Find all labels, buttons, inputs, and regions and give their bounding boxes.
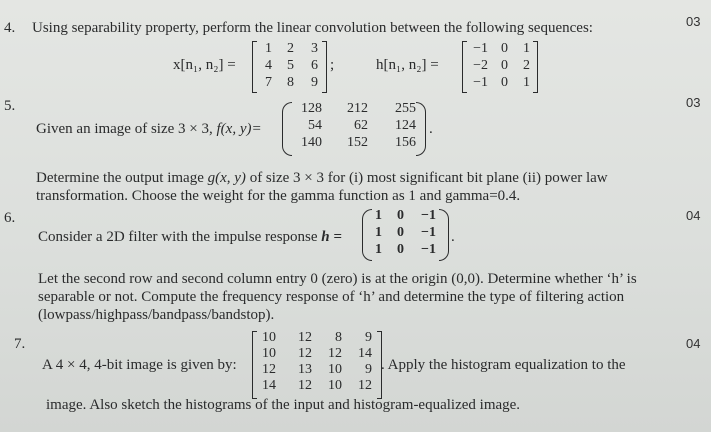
q5-number: 5.: [4, 98, 16, 114]
q5-f-cell: 128: [301, 101, 322, 116]
q4-x-cell: 5: [287, 58, 294, 73]
q4-h-label: h[n₁, n₂] =: [376, 57, 439, 73]
q7-cell: 12: [328, 346, 342, 361]
q6-h-cell: 0: [397, 225, 404, 240]
q6-h-cell: −1: [421, 242, 436, 257]
q7-intro: A 4 × 4, 4-bit image is given by:: [42, 357, 237, 373]
q7-cell: 12: [298, 330, 312, 345]
q6-intro: Consider a 2D filter with the impulse response: [38, 229, 322, 245]
q5-f-cell: 156: [395, 135, 416, 150]
q6-h-cell: 1: [375, 225, 382, 240]
q5-intro-line: [36, 121, 262, 138]
q5-line1-a: Determine the output image: [36, 170, 208, 186]
q4-x-cell: 4: [265, 58, 272, 73]
q4-h-cell: −1: [473, 75, 488, 90]
q5-f-label: f(x, y)=: [216, 121, 262, 137]
q5-line1-b: of size 3 × 3 for (i) most significant bit plane (ii) power law: [245, 170, 608, 186]
q5-f-matrix: [294, 101, 416, 151]
q4-x-label: x[n₁, n₂] =: [173, 57, 236, 73]
q5-f-cell: 212: [347, 101, 368, 116]
q5-f-cell: 255: [395, 101, 416, 116]
q7-cell: 9: [365, 362, 372, 377]
q4-x-cell: 8: [287, 75, 294, 90]
q4-h-cell: 2: [523, 58, 530, 73]
q6-h-matrix: [368, 208, 436, 258]
q6-line2: separable or not. Compute the frequency response of ‘h’ and determine the type of filtering action: [38, 289, 625, 305]
q7-cell: 12: [358, 378, 372, 393]
q7-cell: 9: [365, 330, 372, 345]
q4-h-matrix: [464, 41, 530, 91]
q5-paren-right: [416, 102, 426, 156]
q4-x-matrix: [258, 41, 318, 91]
q5-line1: [36, 170, 608, 187]
q7-line2: image. Also sketch the histograms of the input and histogram-equalized image.: [46, 397, 521, 413]
q5-line1-g: g(x, y): [207, 170, 246, 186]
q4-h-cell: 1: [523, 41, 530, 56]
q6-intro-line: [38, 229, 342, 246]
q6-h-label: h =: [321, 229, 342, 245]
q4-x-cell: 3: [311, 41, 318, 56]
q6-h-cell: −1: [421, 225, 436, 240]
q6-line3: (lowpass/highpass/bandpass/bandstop).: [38, 307, 275, 323]
q4-h-cell: 0: [501, 58, 508, 73]
q7-number: 7.: [14, 336, 26, 352]
q4-h-cell: −1: [473, 41, 488, 56]
q5-tail: .: [429, 121, 433, 137]
q4-x-bracket-left: [252, 41, 257, 93]
q4-h-cell: 0: [501, 41, 508, 56]
q7-cell: 14: [358, 346, 372, 361]
q7-cell: 12: [298, 346, 312, 361]
q6-marks: 04: [686, 208, 701, 223]
q5-line2: transformation. Choose the weight for the gamma function as 1 and gamma=0.4.: [36, 188, 521, 204]
q5-intro: Given an image of size 3 × 3,: [36, 121, 217, 137]
q5-f-cell: 54: [308, 118, 322, 133]
q4-x-cell: 9: [311, 75, 318, 90]
q7-after: . Apply the histogram equalization to the: [381, 357, 626, 373]
q4-h-cell: −2: [473, 58, 488, 73]
q7-cell: 10: [328, 362, 342, 377]
q4-h-cell: 1: [523, 75, 530, 90]
q6-h-cell: 0: [397, 208, 404, 223]
q7-cell: 10: [328, 378, 342, 393]
q5-marks: 03: [686, 95, 701, 110]
q4-x-bracket-right: [322, 41, 327, 93]
q4-x-cell: 6: [311, 58, 318, 73]
q6-number: 6.: [4, 210, 16, 226]
q4-marks: 03: [686, 14, 701, 29]
q4-number: 4.: [4, 20, 16, 36]
q6-h-cell: −1: [421, 208, 436, 223]
q5-f-cell: 152: [347, 135, 368, 150]
q4-x-cell: 1: [265, 41, 272, 56]
q7-cell: 12: [262, 362, 276, 377]
q7-marks: 04: [686, 336, 701, 351]
q5-f-cell: 124: [395, 118, 416, 133]
q4-h-bracket-right: [533, 41, 538, 93]
q7-cell: 13: [298, 362, 312, 377]
q6-h-cell: 1: [375, 242, 382, 257]
q5-paren-left: [282, 102, 292, 156]
q5-f-cell: 140: [301, 135, 322, 150]
q7-cell: 8: [335, 330, 342, 345]
q7-cell: 10: [262, 346, 276, 361]
q7-cell: 10: [262, 330, 276, 345]
q4-x-cell: 2: [287, 41, 294, 56]
q7-cell: 12: [298, 378, 312, 393]
q7-cell: 14: [262, 378, 276, 393]
q5-f-cell: 62: [354, 118, 368, 133]
q7-matrix: [254, 330, 372, 394]
q4-separator: ;: [330, 57, 335, 73]
q4-text: Using separability property, perform the linear convolution between the following sequences:: [32, 20, 593, 36]
q6-h-cell: 1: [375, 208, 382, 223]
q4-x-cell: 7: [265, 75, 272, 90]
q6-line1: Let the second row and second column entry 0 (zero) is at the origin (0,0). Determine whether ‘h’ is: [38, 271, 637, 287]
q6-paren-right: [439, 209, 449, 261]
q6-h-cell: 0: [397, 242, 404, 257]
q4-h-cell: 0: [501, 75, 508, 90]
q6-tail: .: [451, 229, 455, 245]
